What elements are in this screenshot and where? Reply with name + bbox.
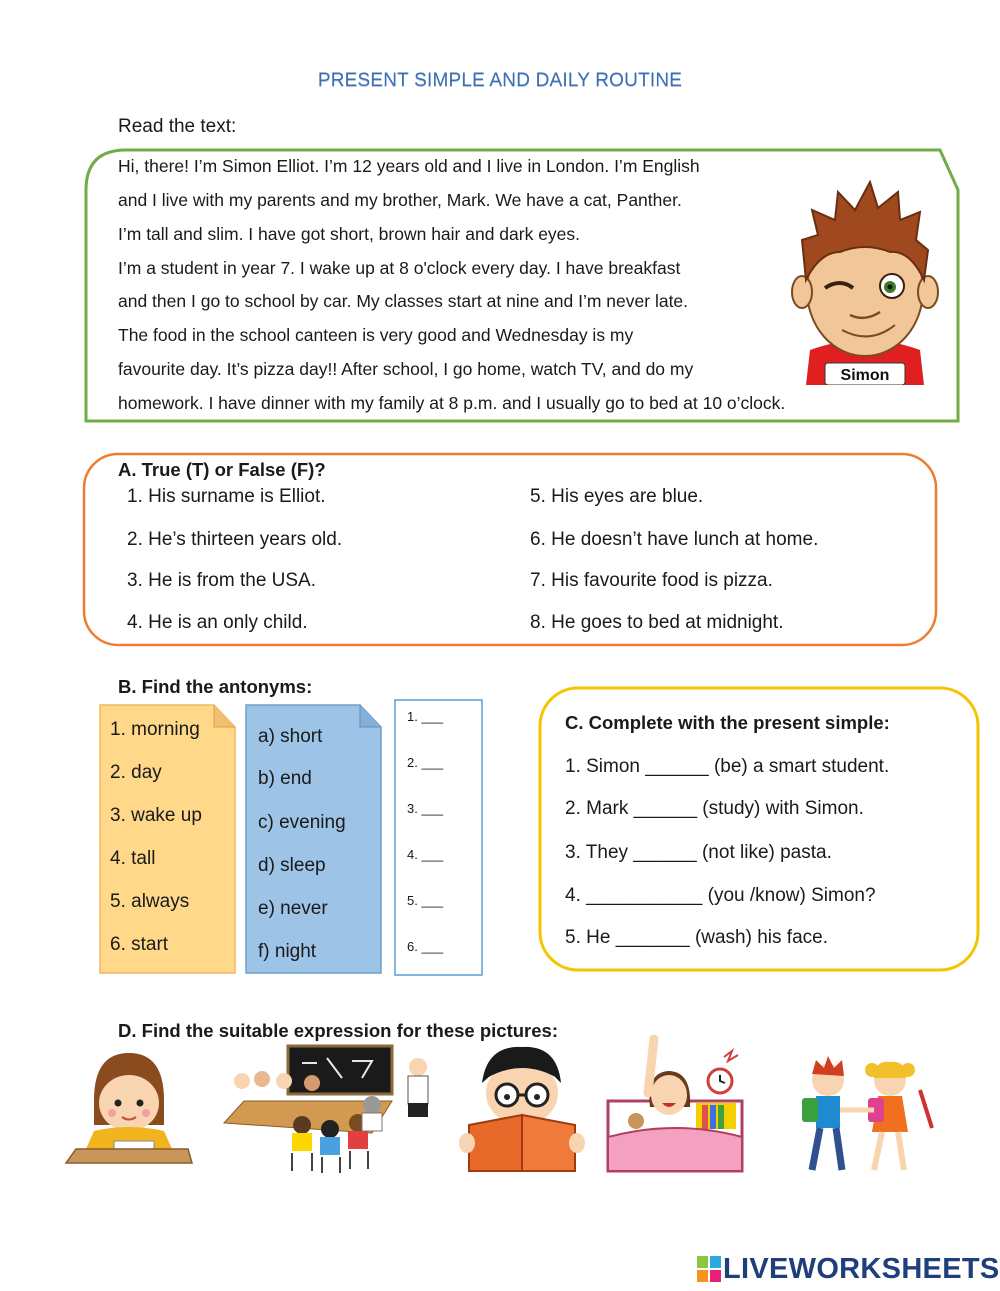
antonym-word: 1. morning bbox=[110, 719, 200, 740]
reading-line: I’m a student in year 7. I wake up at 8 o'clock every day. I have breakfast bbox=[118, 258, 681, 278]
antonym-option: a) short bbox=[258, 726, 323, 747]
answer-blank[interactable]: 2. ___ bbox=[407, 755, 444, 770]
reading-line: homework. I have dinner with my family at 8 p.m. and I usually go to bed at 10 o’clock. bbox=[118, 393, 786, 413]
antonym-word: 6. start bbox=[110, 934, 169, 955]
antonym-option: c) evening bbox=[258, 812, 346, 833]
reading-line: Hi, there! I’m Simon Elliot. I’m 12 years old and I live in London. I’m English bbox=[118, 156, 700, 176]
section-a-heading: A. True (T) or False (F)? bbox=[118, 459, 326, 480]
picture-kids-walking bbox=[790, 1050, 940, 1178]
reading-line: favourite day. It’s pizza day!! After school, I go home, watch TV, and do my bbox=[118, 359, 694, 379]
tf-statement: 6. He doesn’t have lunch at home. bbox=[530, 529, 819, 550]
present-simple-item: 2. Mark ______ (study) with Simon. bbox=[565, 798, 864, 819]
section-b-heading: B. Find the antonyms: bbox=[118, 676, 313, 697]
antonym-option: f) night bbox=[258, 941, 317, 962]
picture-girl-writing bbox=[64, 1045, 194, 1165]
tf-statement: 2. He’s thirteen years old. bbox=[127, 529, 343, 550]
answer-blank[interactable]: 4. ___ bbox=[407, 847, 444, 862]
antonym-word: 4. tall bbox=[110, 848, 156, 869]
tf-statement: 4. He is an only child. bbox=[127, 612, 308, 633]
read-instruction: Read the text: bbox=[118, 116, 237, 137]
shirt-label: Simon bbox=[840, 367, 890, 384]
reading-line: The food in the school canteen is very good and Wednesday is my bbox=[118, 325, 634, 345]
picture-boy-reading bbox=[457, 1043, 587, 1175]
tf-statement: 1. His surname is Elliot. bbox=[127, 486, 326, 507]
picture-girl-waking-up bbox=[606, 1033, 746, 1173]
liveworksheets-logo-text: LIVEWORKSHEETS bbox=[723, 1253, 1000, 1285]
antonym-option: e) never bbox=[258, 898, 328, 919]
answer-blank[interactable]: 3. ___ bbox=[407, 801, 444, 816]
antonym-option: b) end bbox=[258, 768, 312, 789]
reading-line: and then I go to school by car. My classes start at nine and I’m never late. bbox=[118, 291, 689, 311]
tf-statement: 3. He is from the USA. bbox=[127, 570, 317, 591]
antonym-word: 5. always bbox=[110, 891, 190, 912]
antonym-word: 3. wake up bbox=[110, 805, 202, 826]
present-simple-item: 4. ___________ (you /know) Simon? bbox=[565, 885, 876, 906]
present-simple-item: 3. They ______ (not like) pasta. bbox=[565, 842, 832, 863]
present-simple-item: 5. He _______ (wash) his face. bbox=[565, 927, 828, 948]
page-title: PRESENT SIMPLE AND DAILY ROUTINE bbox=[317, 70, 683, 91]
answer-blank[interactable]: 6. ___ bbox=[407, 939, 444, 954]
tf-statement: 8. He goes to bed at midnight. bbox=[530, 612, 784, 633]
answer-blank[interactable]: 1. ___ bbox=[407, 709, 444, 724]
present-simple-item: 1. Simon ______ (be) a smart student. bbox=[565, 756, 890, 777]
picture-classroom bbox=[222, 1043, 440, 1175]
answer-blank[interactable]: 5. ___ bbox=[407, 893, 444, 908]
liveworksheets-logo-icon bbox=[697, 1256, 721, 1282]
tf-statement: 5. His eyes are blue. bbox=[530, 486, 704, 507]
antonym-option: d) sleep bbox=[258, 855, 326, 876]
reading-line: and I live with my parents and my brother, Mark. We have a cat, Panther. bbox=[118, 190, 682, 210]
reading-line: I’m tall and slim. I have got short, brown hair and dark eyes. bbox=[118, 224, 581, 244]
section-d-heading: D. Find the suitable expression for these pictures: bbox=[118, 1020, 558, 1041]
tf-statement: 7. His favourite food is pizza. bbox=[530, 570, 773, 591]
section-c-heading: C. Complete with the present simple: bbox=[565, 712, 890, 733]
antonym-word: 2. day bbox=[110, 762, 162, 783]
